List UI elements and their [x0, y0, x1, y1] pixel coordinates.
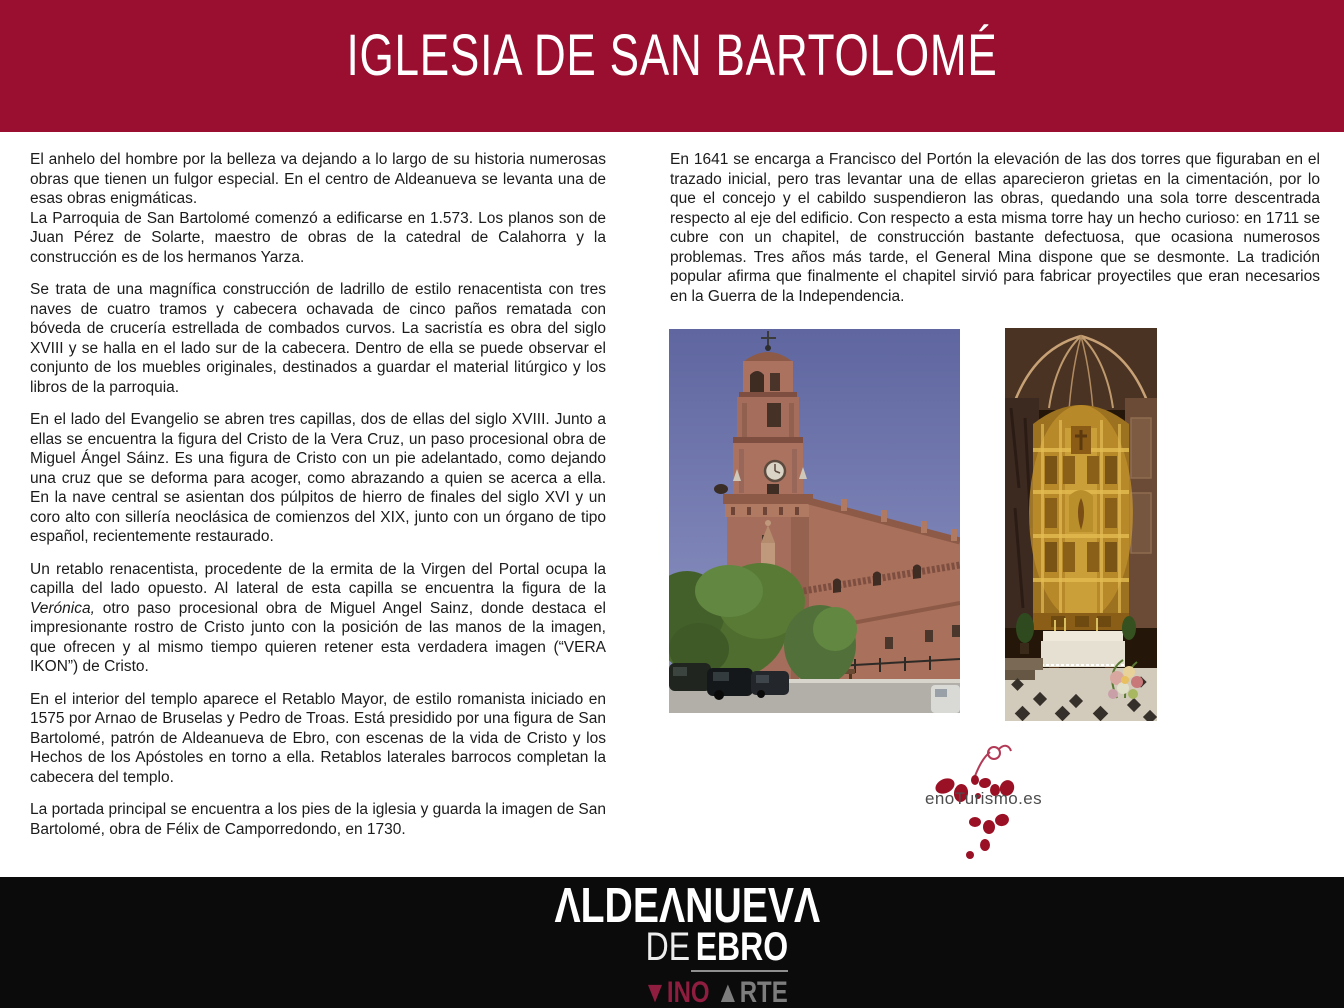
vault [1005, 328, 1157, 410]
paragraph-evangelio: En el lado del Evangelio se abren tres capillas, dos de ellas del siglo XVIII. Junto a ellas se encuentra la figura del Cristo de la Vera Cruz, un paso procesional obra de Miguel Ángel Sáinz. Es una figura de Cristo con un pie adelantado, como dejando una cruz que se deforma para acoger, como abrazando a quien se acerca a ella. En la nave central se asientan dos púlpitos de hierro de finales del siglo XVI y un coro alto con sillería neoclásica de comienzos del XIX, junto con un órgano de tipo español, recientemente restaurado. [30, 411, 606, 545]
paragraph-part: Un retablo renacentista, procedente de la ermita de la Virgen del Portal ocupa la capilla del lado opuesto. Al lateral de esta capilla se encuentra la figura de la [30, 560, 606, 597]
page-footer [0, 877, 1344, 1008]
brand-vino: ▼INO [643, 976, 710, 1008]
brand-subline [645, 925, 788, 969]
paragraph-retablo-renacentista [30, 560, 606, 677]
paragraph-part: otro paso procesional obra de Miguel Angel Sainz, donde destaca el impresionante rostro de Cristo junto con la posición de las manos de la imagen, que ofrecen y al mismo tiempo quieren retener esta verdadera imagen (“VERA IKON”) de Cristo. [30, 599, 606, 675]
retablo [1029, 405, 1133, 630]
photo-retablo-mayor [1005, 328, 1157, 721]
veronica-italic: Verónica, [30, 599, 95, 617]
page-title: IGLESIA DE SAN BARTOLOMÉ [346, 23, 998, 88]
brand-arte: ▲RTE [716, 976, 788, 1008]
brand-wordmark: ΛLDEΛNUEVΛ [554, 879, 821, 933]
brand-ebro: EBRO [695, 925, 788, 969]
enoturismo-label: enoTurismo.es [925, 789, 1043, 808]
enoturismo-logo [925, 738, 1057, 866]
brand-de: DE [645, 925, 690, 969]
photo-church-exterior [669, 329, 960, 713]
paragraph-parroquia: La Parroquia de San Bartolomé comenzó a edificarse en 1.573. Los planos son de Juan Pérez de Solarte, maestro de obras de la catedral de Calahorra y la construcción es de los hermanos Yarza. [30, 209, 606, 266]
brand-divider [691, 970, 788, 972]
left-column [30, 150, 606, 872]
paragraph-construccion: Se trata de una magnífica construcción de ladrillo de estilo renacentista con tres naves de cuatro tramos y cabecera ochavada de cinco paños rematada con bóveda de crucería estrellada de combados curvos. La sacristía es obra del siglo XVIII y se halla en el lado sur de la cabecera. Dentro de ella se puede observar el conjunto de los muebles originales, destinados a guardar el material litúrgico y los libros de la parroquia. [30, 281, 606, 396]
paragraph-retablo-mayor: En el interior del templo aparece el Retablo Mayor, de estilo romanista iniciado en 1575 por Arnao de Bruselas y Pedro de Troas. Está presidido por una figura de San Bartolomé, patrón de Aldeanueva de Ebro, con escenas de la vida de Cristo y los Hechos de los Apóstoles en torno a ella. Retablos laterales barrocos completan la cabecera del templo. [30, 690, 606, 786]
page-header [0, 0, 1344, 132]
paragraph-portada: La portada principal se encuentra a los pies de la iglesia y guarda la imagen de San Bartolomé, obra de Félix de Camporredondo, en 1730. [30, 801, 606, 838]
aldeanueva-de-ebro-logo [488, 879, 821, 1008]
paragraph-intro: El anhelo del hombre por la belleza va dejando a lo largo de su historia numerosas obras que tienen un fulgor especial. En el centro de Aldeanueva se levanta una de esas obras enigmáticas. [30, 151, 606, 207]
brand-tagline [643, 978, 788, 1008]
right-column [670, 150, 1320, 872]
paragraph-torres: En 1641 se encarga a Francisco del Portón la elevación de las dos torres que figuraban en el trazado inicial, pero tras levantar una de ellas aparecieron grietas en la cimentación, por lo que el concejo y el cabildo suspendieron las obras, quedando una sola torre descentrada respecto al eje del edificio. Con respecto a esta misma torre hay un hecho curioso: en 1711 se cubre con un chapitel, de construcción bastante defectuosa, que ocasiona numerosos problemas. Tres años más tarde, el General Mina dispone que se desmonte. La tradición popular afirma que finalmente el chapitel sirvió para fabricar proyectiles que eran necesarios en la Guerra de la Independencia. [670, 151, 1320, 305]
